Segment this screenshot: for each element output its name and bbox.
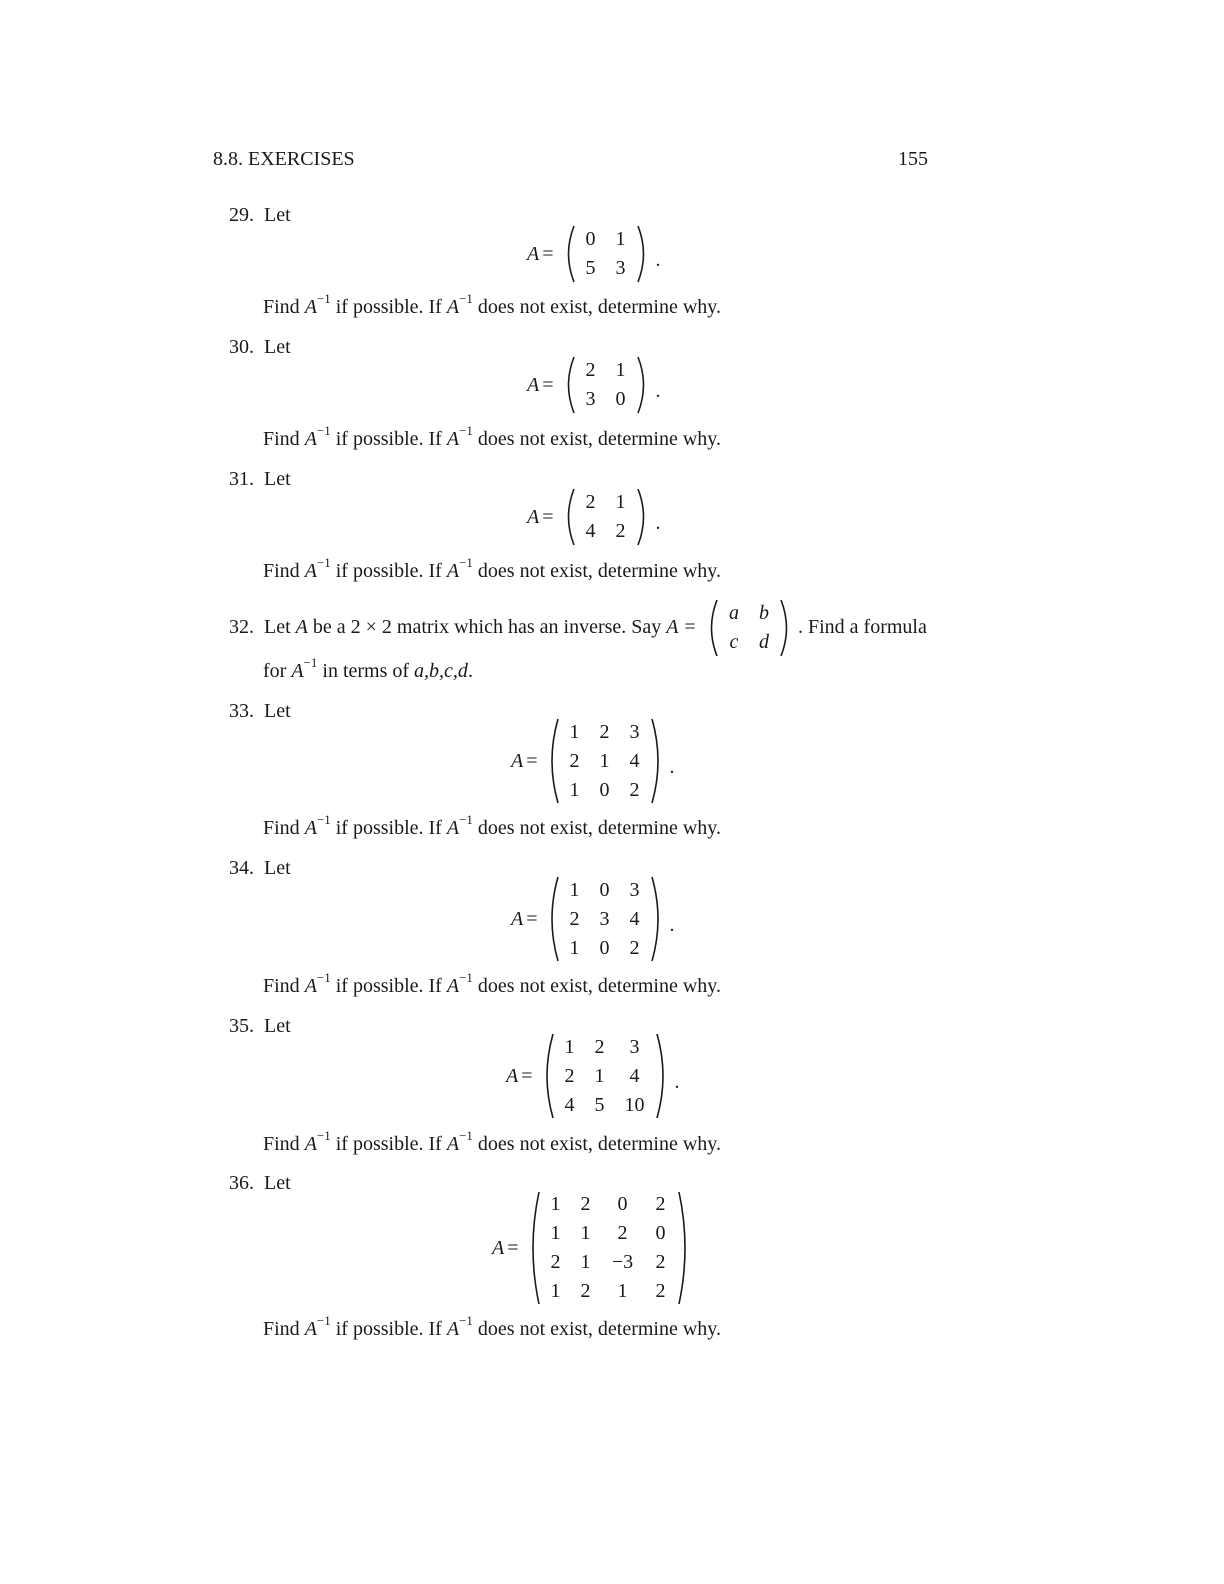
find-word: Find — [263, 975, 300, 997]
equals-sign: = — [526, 749, 538, 772]
var-a: A — [304, 1318, 317, 1340]
matrix-cell: 2 — [599, 720, 610, 743]
problem-text-after: . Find a formula — [798, 616, 927, 638]
matrix-cell: 1 — [569, 878, 580, 901]
matrix-equation-30 — [527, 355, 661, 415]
matrix-cell: 2 — [585, 491, 596, 513]
matrix-cell: 4 — [629, 1064, 640, 1087]
mid-text: if possible. If — [335, 1318, 442, 1340]
matrix-cell: 1 — [617, 1280, 628, 1302]
find-word: Find — [263, 1133, 300, 1155]
matrix-cell: 0 — [599, 778, 610, 801]
exponent: −1 — [459, 1313, 473, 1329]
find-instruction — [263, 291, 722, 319]
left-paren — [541, 1032, 555, 1120]
problem-33 — [229, 700, 291, 723]
left-paren — [546, 717, 560, 805]
find-word: Find — [263, 560, 300, 582]
problem-35 — [229, 1015, 291, 1038]
matrix-cell: 2 — [655, 1280, 666, 1302]
left-paren — [546, 875, 560, 963]
matrix — [576, 488, 636, 546]
matrix-cell: 1 — [615, 228, 626, 250]
var-a: A — [295, 616, 308, 638]
matrix-cell: b — [759, 602, 769, 624]
exponent: −1 — [459, 1128, 473, 1144]
in-terms-text: in terms of — [322, 660, 410, 682]
var-a: A — [304, 975, 317, 997]
exponent: −1 — [459, 423, 473, 439]
matrix-cell: 0 — [599, 878, 610, 901]
tail-text: does not exist, determine why. — [477, 428, 722, 450]
var-a: A — [291, 660, 304, 682]
matrix-cell: 1 — [569, 936, 580, 959]
tail-text: does not exist, determine why. — [477, 296, 722, 318]
exponent: −1 — [316, 1128, 331, 1144]
exponent: −1 — [316, 291, 331, 307]
matrix — [719, 599, 779, 657]
matrix-cell: 2 — [585, 359, 596, 381]
matrix-cell: 2 — [564, 1064, 575, 1087]
var-a: A — [446, 1318, 460, 1340]
var-a: A — [446, 975, 460, 997]
matrix-cell: 4 — [585, 520, 596, 542]
matrix-equation-35 — [506, 1032, 680, 1120]
matrix-cell: 3 — [599, 907, 610, 930]
matrix-cell: 2 — [615, 520, 626, 542]
period: . — [669, 755, 675, 778]
matrix-cell: 3 — [629, 878, 640, 901]
left-paren — [562, 487, 576, 547]
matrix-cell: 3 — [629, 720, 640, 743]
matrix-cell: 1 — [550, 1193, 561, 1215]
find-word: Find — [263, 1318, 300, 1340]
matrix-cell: 1 — [550, 1222, 561, 1244]
matrix-cell: 2 — [569, 907, 580, 930]
exponent: −1 — [316, 970, 331, 986]
matrix-equation-34 — [511, 875, 675, 963]
matrix-cell: 10 — [624, 1093, 645, 1116]
find-instruction — [263, 555, 722, 583]
matrix-cell: d — [759, 631, 769, 653]
matrix-cell: −3 — [611, 1251, 634, 1273]
matrix-cell: 4 — [564, 1093, 575, 1116]
problem-number: 31. — [229, 468, 254, 490]
var-a: A — [304, 428, 317, 450]
problem-32-line2 — [263, 655, 473, 683]
matrix-cell: 2 — [629, 936, 640, 959]
matrix-cell: 1 — [615, 359, 626, 381]
right-paren — [779, 598, 793, 658]
page-number: 155 — [898, 148, 928, 170]
matrix-cell: 2 — [594, 1035, 605, 1058]
matrix — [555, 1033, 655, 1120]
problem-number: 32. — [229, 616, 254, 638]
let-text: Let — [264, 857, 291, 879]
exponent: −1 — [316, 1313, 331, 1329]
matrix-cell: 2 — [655, 1251, 666, 1273]
var-a: A — [446, 296, 460, 318]
exponent: −1 — [459, 291, 473, 307]
matrix-cell: 1 — [580, 1251, 591, 1273]
exponent: −1 — [316, 555, 331, 571]
tail-text: does not exist, determine why. — [477, 1318, 722, 1340]
tail-text: does not exist, determine why. — [477, 975, 722, 997]
matrix-cell: 4 — [629, 749, 640, 772]
right-paren — [677, 1190, 691, 1306]
var-a: A — [304, 296, 317, 318]
right-paren — [650, 875, 664, 963]
matrix-cell: 0 — [655, 1222, 666, 1244]
exponent: −1 — [303, 655, 318, 671]
problem-text: be a 2 × 2 matrix which has an inverse. Say — [312, 616, 662, 638]
lhs-variable: A — [511, 907, 524, 930]
lhs-variable: A — [506, 1064, 519, 1087]
find-instruction — [263, 423, 722, 451]
equals-sign: = — [521, 1064, 533, 1087]
problem-36 — [229, 1172, 291, 1195]
var-a: A — [446, 817, 460, 839]
let-text: Let — [264, 468, 291, 490]
problem-number: 34. — [229, 857, 254, 879]
var-a: A — [446, 428, 460, 450]
right-paren — [650, 717, 664, 805]
lhs-variable: A — [511, 749, 524, 772]
problem-31 — [229, 468, 291, 491]
matrix-cell: 0 — [615, 388, 626, 410]
lhs-variable: A — [527, 242, 540, 265]
matrix-cell: 0 — [617, 1193, 628, 1215]
matrix-cell: 3 — [629, 1035, 640, 1058]
matrix-equation-36 — [492, 1190, 691, 1306]
matrix-cell: 2 — [580, 1193, 591, 1215]
matrix-cell: 1 — [594, 1064, 605, 1087]
matrix-cell: 2 — [550, 1251, 561, 1273]
variables: a,b,c,d — [414, 660, 468, 682]
matrix-cell: 1 — [564, 1035, 575, 1058]
var-a: A — [304, 817, 317, 839]
right-paren — [636, 487, 650, 547]
equals-sign: = — [507, 1236, 519, 1259]
matrix-cell: 1 — [569, 778, 580, 801]
matrix-equation-29 — [527, 224, 661, 284]
matrix-cell: 3 — [585, 388, 596, 410]
find-instruction — [263, 1128, 722, 1156]
problem-32 — [229, 616, 697, 639]
matrix-equation-33 — [511, 717, 675, 805]
let-text: Let — [264, 700, 291, 722]
find-instruction — [263, 812, 722, 840]
matrix-cell: 1 — [580, 1222, 591, 1244]
right-paren — [655, 1032, 669, 1120]
mid-text: if possible. If — [335, 560, 442, 582]
period: . — [655, 511, 661, 534]
equals-sign: = — [542, 505, 554, 528]
matrix-cell: 1 — [615, 491, 626, 513]
find-word: Find — [263, 817, 300, 839]
let-text: Let — [264, 616, 291, 638]
exponent: −1 — [459, 812, 473, 828]
tail-text: does not exist, determine why. — [477, 817, 722, 839]
matrix-cell: 1 — [599, 749, 610, 772]
problem-number: 35. — [229, 1015, 254, 1037]
tail-text: does not exist, determine why. — [477, 1133, 722, 1155]
problem-34 — [229, 857, 291, 880]
matrix-cell: c — [729, 631, 739, 653]
problem-number: 36. — [229, 1172, 254, 1194]
problem-number: 29. — [229, 204, 254, 226]
let-text: Let — [264, 204, 291, 226]
lhs-variable: A = — [666, 616, 697, 638]
left-paren — [527, 1190, 541, 1306]
matrix-cell: 2 — [569, 749, 580, 772]
matrix-cell: 2 — [617, 1222, 628, 1244]
find-word: Find — [263, 428, 300, 450]
for-text: for — [263, 660, 287, 682]
lhs-variable: A — [527, 505, 540, 528]
matrix-cell: 2 — [629, 778, 640, 801]
mid-text: if possible. If — [335, 975, 442, 997]
lhs-variable: A — [527, 373, 540, 396]
exponent: −1 — [459, 970, 473, 986]
find-instruction — [263, 1313, 722, 1341]
let-text: Let — [264, 336, 291, 358]
right-paren — [636, 355, 650, 415]
tail-text: does not exist, determine why. — [477, 560, 722, 582]
mid-text: if possible. If — [335, 296, 442, 318]
matrix-cell: 4 — [629, 907, 640, 930]
matrix-cell: 2 — [580, 1280, 591, 1302]
find-instruction — [263, 970, 722, 998]
equals-sign: = — [542, 373, 554, 396]
matrix — [576, 356, 636, 414]
equals-sign: = — [526, 907, 538, 930]
find-word: Find — [263, 296, 300, 318]
mid-text: if possible. If — [335, 1133, 442, 1155]
var-a: A — [446, 1133, 460, 1155]
period: . — [655, 379, 661, 402]
mid-text: if possible. If — [335, 817, 442, 839]
var-a: A — [446, 560, 460, 582]
equals-sign: = — [542, 242, 554, 265]
matrix — [576, 225, 636, 283]
matrix-cell: 5 — [594, 1093, 605, 1116]
matrix-cell: 5 — [585, 257, 596, 279]
period: . — [674, 1070, 680, 1093]
left-paren — [562, 224, 576, 284]
right-paren — [636, 224, 650, 284]
left-paren — [705, 598, 719, 658]
exponent: −1 — [459, 555, 473, 571]
matrix — [560, 718, 650, 805]
problem-number: 30. — [229, 336, 254, 358]
matrix-equation-31 — [527, 487, 661, 547]
matrix — [560, 876, 650, 963]
running-header-section: 8.8. EXERCISES — [213, 148, 355, 170]
var-a: A — [304, 560, 317, 582]
matrix-cell: 0 — [585, 228, 596, 250]
matrix-cell: a — [729, 602, 739, 624]
problem-29 — [229, 204, 291, 227]
matrix-cell: 2 — [655, 1193, 666, 1215]
exponent: −1 — [316, 423, 331, 439]
exponent: −1 — [316, 812, 331, 828]
period: . — [467, 660, 473, 682]
problem-30 — [229, 336, 291, 359]
left-paren — [562, 355, 576, 415]
lhs-variable: A — [492, 1236, 505, 1259]
matrix-cell: 1 — [550, 1280, 561, 1302]
matrix-inline-32 — [705, 598, 793, 658]
var-a: A — [304, 1133, 317, 1155]
matrix-cell: 3 — [615, 257, 626, 279]
let-text: Let — [264, 1172, 291, 1194]
problem-number: 33. — [229, 700, 254, 722]
matrix-cell: 1 — [569, 720, 580, 743]
period: . — [655, 248, 661, 271]
mid-text: if possible. If — [335, 428, 442, 450]
matrix — [541, 1190, 677, 1306]
matrix-cell: 0 — [599, 936, 610, 959]
period: . — [669, 913, 675, 936]
let-text: Let — [264, 1015, 291, 1037]
